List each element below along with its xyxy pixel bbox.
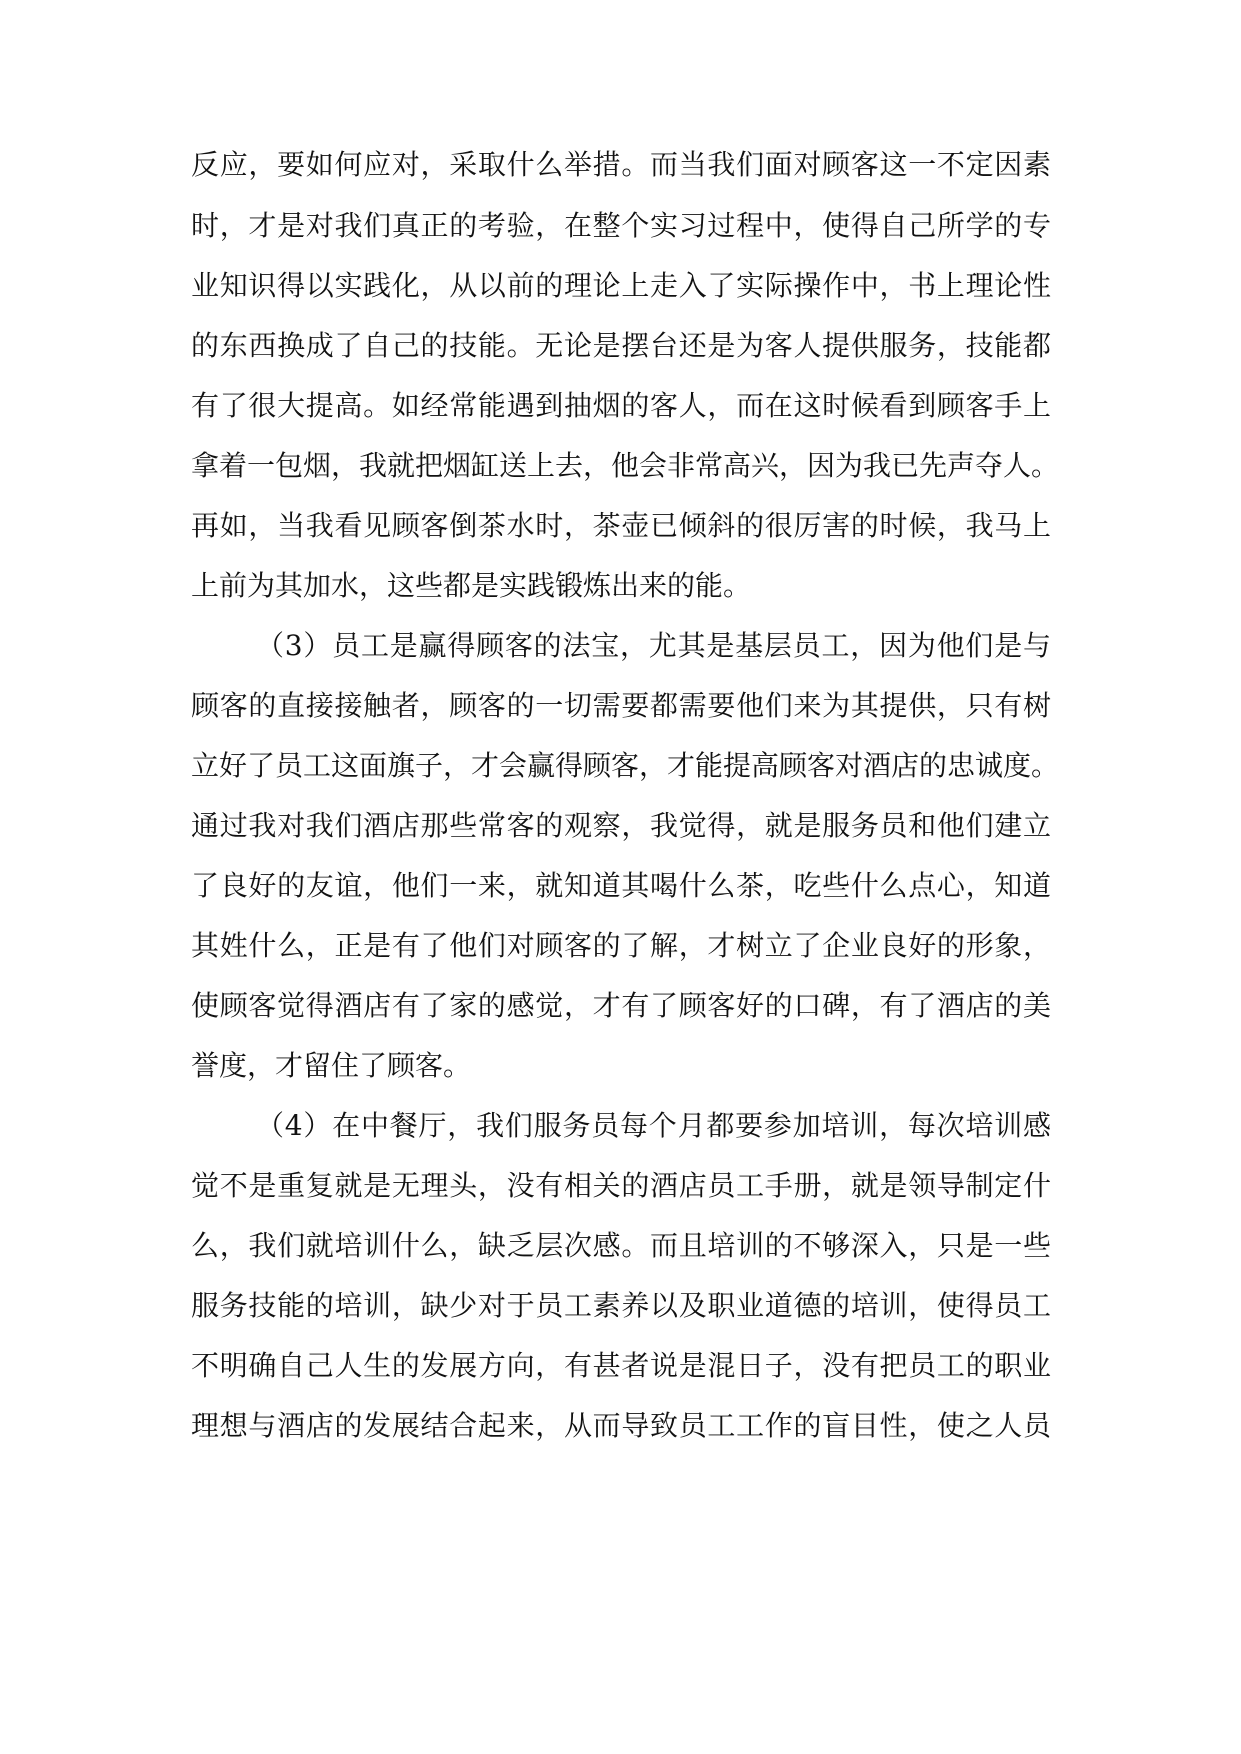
text-line: 时，才是对我们真正的考验，在整个实习过程中，使得自己所学的专 [191, 209, 1051, 242]
text-line: 理想与酒店的发展结合起来，从而导致员工工作的盲目性，使之人员 [191, 1409, 1051, 1442]
text-line: 通过我对我们酒店那些常客的观察，我觉得，就是服务员和他们建立 [191, 809, 1051, 842]
text-line: 么，我们就培训什么，缺乏层次感。而且培训的不够深入，只是一些 [191, 1229, 1051, 1262]
text-line: 再如，当我看见顾客倒茶水时，茶壶已倾斜的很厉害的时候，我马上 [191, 509, 1051, 542]
text-line: 拿着一包烟，我就把烟缸送上去，他会非常高兴，因为我已先声夺人。 [191, 449, 1060, 482]
text-line: 觉不是重复就是无理头，没有相关的酒店员工手册，就是领导制定什 [191, 1169, 1051, 1202]
paragraph-end-line: 誉度，才留住了顾客。 [191, 1049, 472, 1082]
text-line: 使顾客觉得酒店有了家的感觉，才有了顾客好的口碑，有了酒店的美 [191, 989, 1051, 1022]
text-line: 业知识得以实践化，从以前的理论上走入了实际操作中，书上理论性 [191, 269, 1051, 302]
text-line: 立好了员工这面旗子，才会赢得顾客，才能提高顾客对酒店的忠诚度。 [191, 749, 1060, 782]
text-line: 反应，要如何应对，采取什么举措。而当我们面对顾客这一不定因素 [191, 148, 1051, 181]
text-line: 了良好的友谊，他们一来，就知道其喝什么茶，吃些什么点心，知道 [191, 869, 1051, 902]
text-line: 不明确自己人生的发展方向，有甚者说是混日子，没有把员工的职业 [191, 1349, 1051, 1382]
text-line: 有了很大提高。如经常能遇到抽烟的客人，而在这时候看到顾客手上 [191, 389, 1051, 422]
text-line: 的东西换成了自己的技能。无论是摆台还是为客人提供服务，技能都 [191, 329, 1051, 362]
text-line: 服务技能的培训，缺少对于员工素养以及职业道德的培训，使得员工 [191, 1289, 1051, 1322]
paragraph-3-first-line: （3）员工是赢得顾客的法宝，尤其是基层员工，因为他们是与 [256, 629, 1051, 662]
paragraph-end-line: 上前为其加水，这些都是实践锻炼出来的能。 [191, 569, 752, 602]
text-line: 其姓什么，正是有了他们对顾客的了解，才树立了企业良好的形象， [191, 929, 1051, 962]
text-line: 顾客的直接接触者，顾客的一切需要都需要他们来为其提供，只有树 [191, 689, 1051, 722]
paragraph-4-first-line: （4）在中餐厅，我们服务员每个月都要参加培训，每次培训感 [256, 1109, 1051, 1142]
